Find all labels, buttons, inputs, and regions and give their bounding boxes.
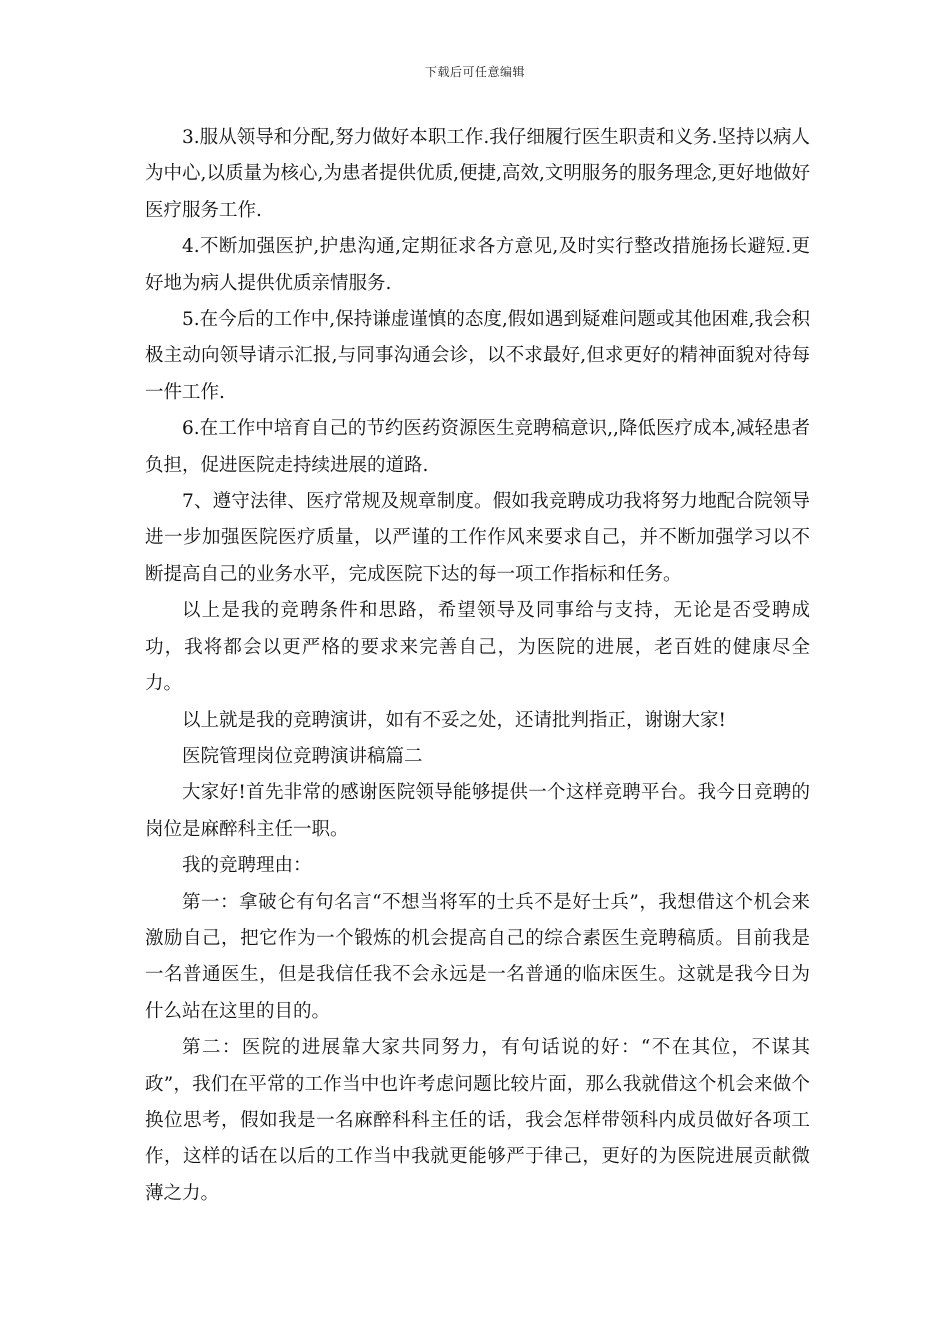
section-title: 医院管理岗位竞聘演讲稿篇二 [182, 745, 423, 767]
paragraph-item-3: 3.服从领导和分配,努力做好本职工作.我仔细履行医生职责和义务.坚持以病人为中心,以质量为核心,为患者提供优质,便捷,高效,文明服务的服务理念,更好地做好医疗服务工作. [145, 127, 810, 221]
paragraph-summary: 以上是我的竞聘条件和思路，希望领导及同事给与支持，无论是否受聘成功，我将都会以更严格的要求来完善自己，为医院的进展，老百姓的健康尽全力。 [145, 600, 810, 695]
document-body [145, 120, 810, 1212]
paragraph-item-6: 6.在工作中培育自己的节约医药资源医生竞聘稿意识,,降低医疗成本,减轻患者负担，促进医院走持续进展的道路. [145, 418, 810, 476]
paragraph-reason-second: 第二：医院的进展靠大家共同努力，有句话说的好：“不在其位，不谋其政”，我们在平常的工作当中也许考虑问题比较片面，那么我就借这个机会来做个换位思考，假如我是一名麻醉科科主任的话，我会怎样带领科内成员做好各项工作，这样的话在以后的工作当中我就更能够严于律己，更好的为医院进展贡献微薄之力。 [145, 1037, 810, 1204]
paragraph-item-4: 4.不断加强医护,护患沟通,定期征求各方意见,及时实行整改措施扬长避短.更好地为病人提供优质亲情服务. [145, 236, 810, 294]
paragraph-item-7: 7、遵守法律、医疗常规及规章制度。假如我竞聘成功我将努力地配合院领导进一步加强医院医疗质量，以严谨的工作作风来要求自己，并不断加强学习以不断提高自己的业务水平，完成医院下达的每一项工作指标和任务。 [145, 491, 810, 585]
paragraph-closing: 以上就是我的竞聘演讲，如有不妥之处，还请批判指正，谢谢大家! [182, 709, 726, 731]
page-header: 下载后可任意编辑 [424, 65, 525, 79]
paragraph-item-5: 5.在今后的工作中,保持谦虚谨慎的态度,假如遇到疑难问题或其他困难,我会积极主动向领导请示汇报,与同事沟通会诊，以不求最好,但求更好的精神面貌对待每一件工作. [145, 309, 810, 403]
paragraph-greeting: 大家好!首先非常的感谢医院领导能够提供一个这样竞聘平台。我今日竞聘的岗位是麻醉科主任一职。 [145, 782, 810, 840]
paragraph-reasons-heading: 我的竞聘理由： [182, 855, 312, 877]
paragraph-reason-first: 第一：拿破仑有句名言“不想当将军的士兵不是好士兵”，我想借这个机会来激励自己，把它作为一个锻炼的机会提高自己的综合素医生竞聘稿质。目前我是一名普通医生，但是我信任我不会永远是一名普通的临床医生。这就是我今日为什么站在这里的目的。 [145, 891, 810, 1022]
